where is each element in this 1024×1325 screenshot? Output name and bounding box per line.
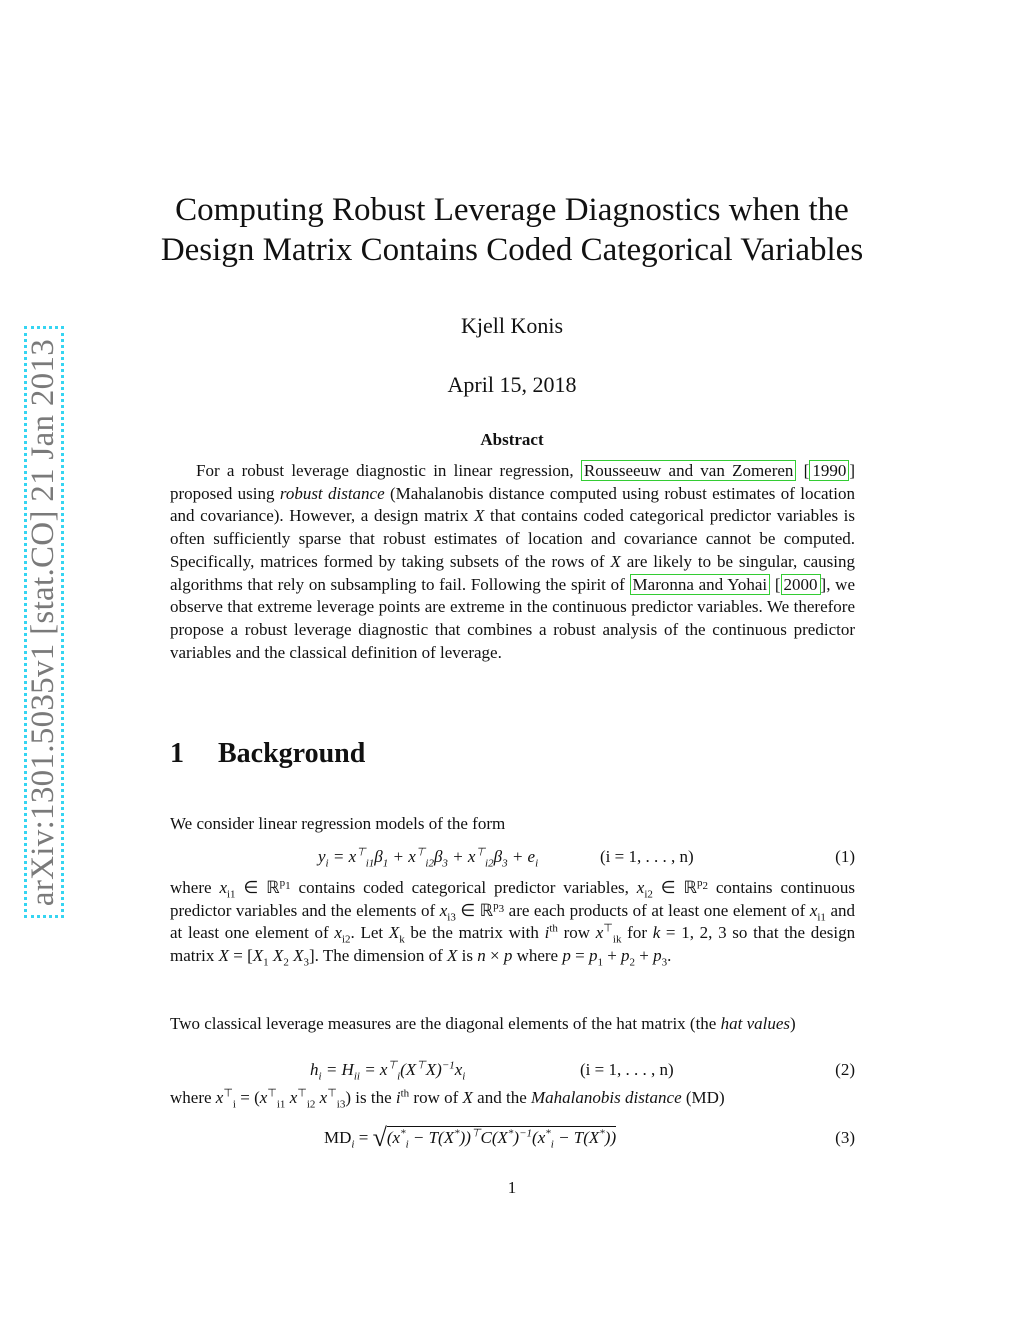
equation-1-number: (1) [835,847,855,866]
equation-1-condition: (i = 1, . . . , n) [600,847,694,866]
equation-2 [170,1058,855,1082]
abstract-var-x: X [473,506,485,526]
abstract-text-4: that contains coded categorical predictor variables is often sufficiently sparse that robust estimates of location and covariance cannot be computed. Specifically, matrices formed by taking subsets of the rows of [170,506,856,571]
equation-1-body: $y_i = x^⊤_{i1}\beta_1 + x^⊤_{i2}\beta_3 + x^⊤_{i2}\beta_3 + e_i$ [318,846,539,870]
paragraph-model-definitions: where $x_{i1}$ ∈ ℝ$^{p_1}$ contains coded categorical predictor variables, $x_{i2}$ ∈ ℝ$^{p_2}$ contains continuous predictor variables and the elements of $x_{i3}$ ∈ ℝ$^{p_3}$ are each products of at least one element of $x_{i1}$ and at least one element of $x_{i2}$. Let $X_k$ be the matrix with $i^{th}$ row $x^⊤_{ik}$ for k = 1, 2, 3 so that the design matrix $X = [X_1$ $X_2$ $X_3$]. The dimension of X is n × p where $p = p_1 + p_2 + p_3$. [170,877,856,969]
abstract-text-1: For a robust leverage diagnostic in linear regression, [196,461,574,480]
abstract-heading: Abstract [480,430,544,449]
equation-2-condition: (i = 1, . . . , n) [580,1060,674,1079]
author: Kjell Konis [460,313,564,338]
section-number: 1 [170,738,184,769]
equation-3-body: $MD_i = √(x^*_i - T(X^*))^⊤C(X^*)^{-1}(x^*_i - T(X^*))$ [324,1123,617,1152]
arxiv-stamp-text: arXiv:1301.5035v1 [stat.CO] 21 Jan 2013 [25,338,62,906]
equation-1 [170,845,855,869]
equation-3 [170,1123,855,1152]
paragraph-leverage-measures: Two classical leverage measures are the diagonal elements of the hat matrix (the hat values) [170,1014,796,1033]
paragraph-model-intro: We consider linear regression models of the form [170,814,506,833]
abstract-text-6: ], we observe that extreme leverage points are extreme in the continuous predictor variables. We therefore propose a robust leverage diagnostic that combines a robust analysis of the continuous predictor variables and the classical definition of leverage. [170,574,855,662]
abstract-robust-distance: robust distance [279,483,385,503]
abstract-text-3: (Mahalanobis distance computed using robust estimates of location and covariance). However, a design matrix [170,483,855,526]
citation-year-1990[interactable]: 1990 [809,460,849,481]
citation-link-maronna[interactable]: Maronna and Yohai [630,574,771,595]
equation-2-body: $h_i = H_{ii} = x^⊤_i(X^⊤X)^{-1}x_i$ [310,1059,466,1083]
abstract-text-5: are likely to be singular, causing algorithms that rely on subsampling to fail. Following the spirit of [170,551,856,594]
page-number: 1 [507,1178,517,1197]
equation-3-number: (3) [835,1128,855,1147]
abstract-text-2: ] proposed using [170,461,855,503]
title-line-2: Design Matrix Contains Coded Categorical Variables [160,232,864,268]
abstract-body: For a robust leverage diagnostic in linear regression, Rousseeuw and van Zomeren [ 1990 ] proposed using robust distance (Mahalanobis distance computed using robust estimates of location and covariance). However, a design matrix X that contains coded categorical predictor variables is often sufficiently sparse that robust estimates of location and covariance cannot be computed. Specifically, matrices formed by taking subsets of the rows of X are likely to be singular, causing algorithms that rely on subsampling to fail. Following the spirit of Maronna and Yohai [ 2000 ], we observe that extreme leverage points are extreme in the continuous predictor variables. We therefore propose a robust leverage diagnostic that combines a robust analysis of the continuous predictor variables and the classical definition of leverage. [170,461,856,662]
section-heading [170,738,365,770]
abstract-var-x-2: X [610,551,621,571]
citation-link-rousseeuw[interactable]: Rousseeuw and van Zomeren [581,460,797,481]
arxiv-stamp[interactable] [24,326,64,918]
title-line-1: Computing Robust Leverage Diagnostics when the [175,192,849,228]
section-title: Background [218,738,366,769]
paper-title [130,190,894,270]
citation-year-2000[interactable]: 2000 [781,574,821,595]
equation-2-number: (2) [835,1060,855,1079]
paragraph-mahalanobis: where $x^⊤_i = (x^⊤_{i1}$ $x^⊤_{i2}$ $x^⊤_{i3}$) is the $i^{th}$ row of X and the Mahalanobis distance (MD) [170,1087,725,1111]
date: April 15, 2018 [447,372,577,397]
